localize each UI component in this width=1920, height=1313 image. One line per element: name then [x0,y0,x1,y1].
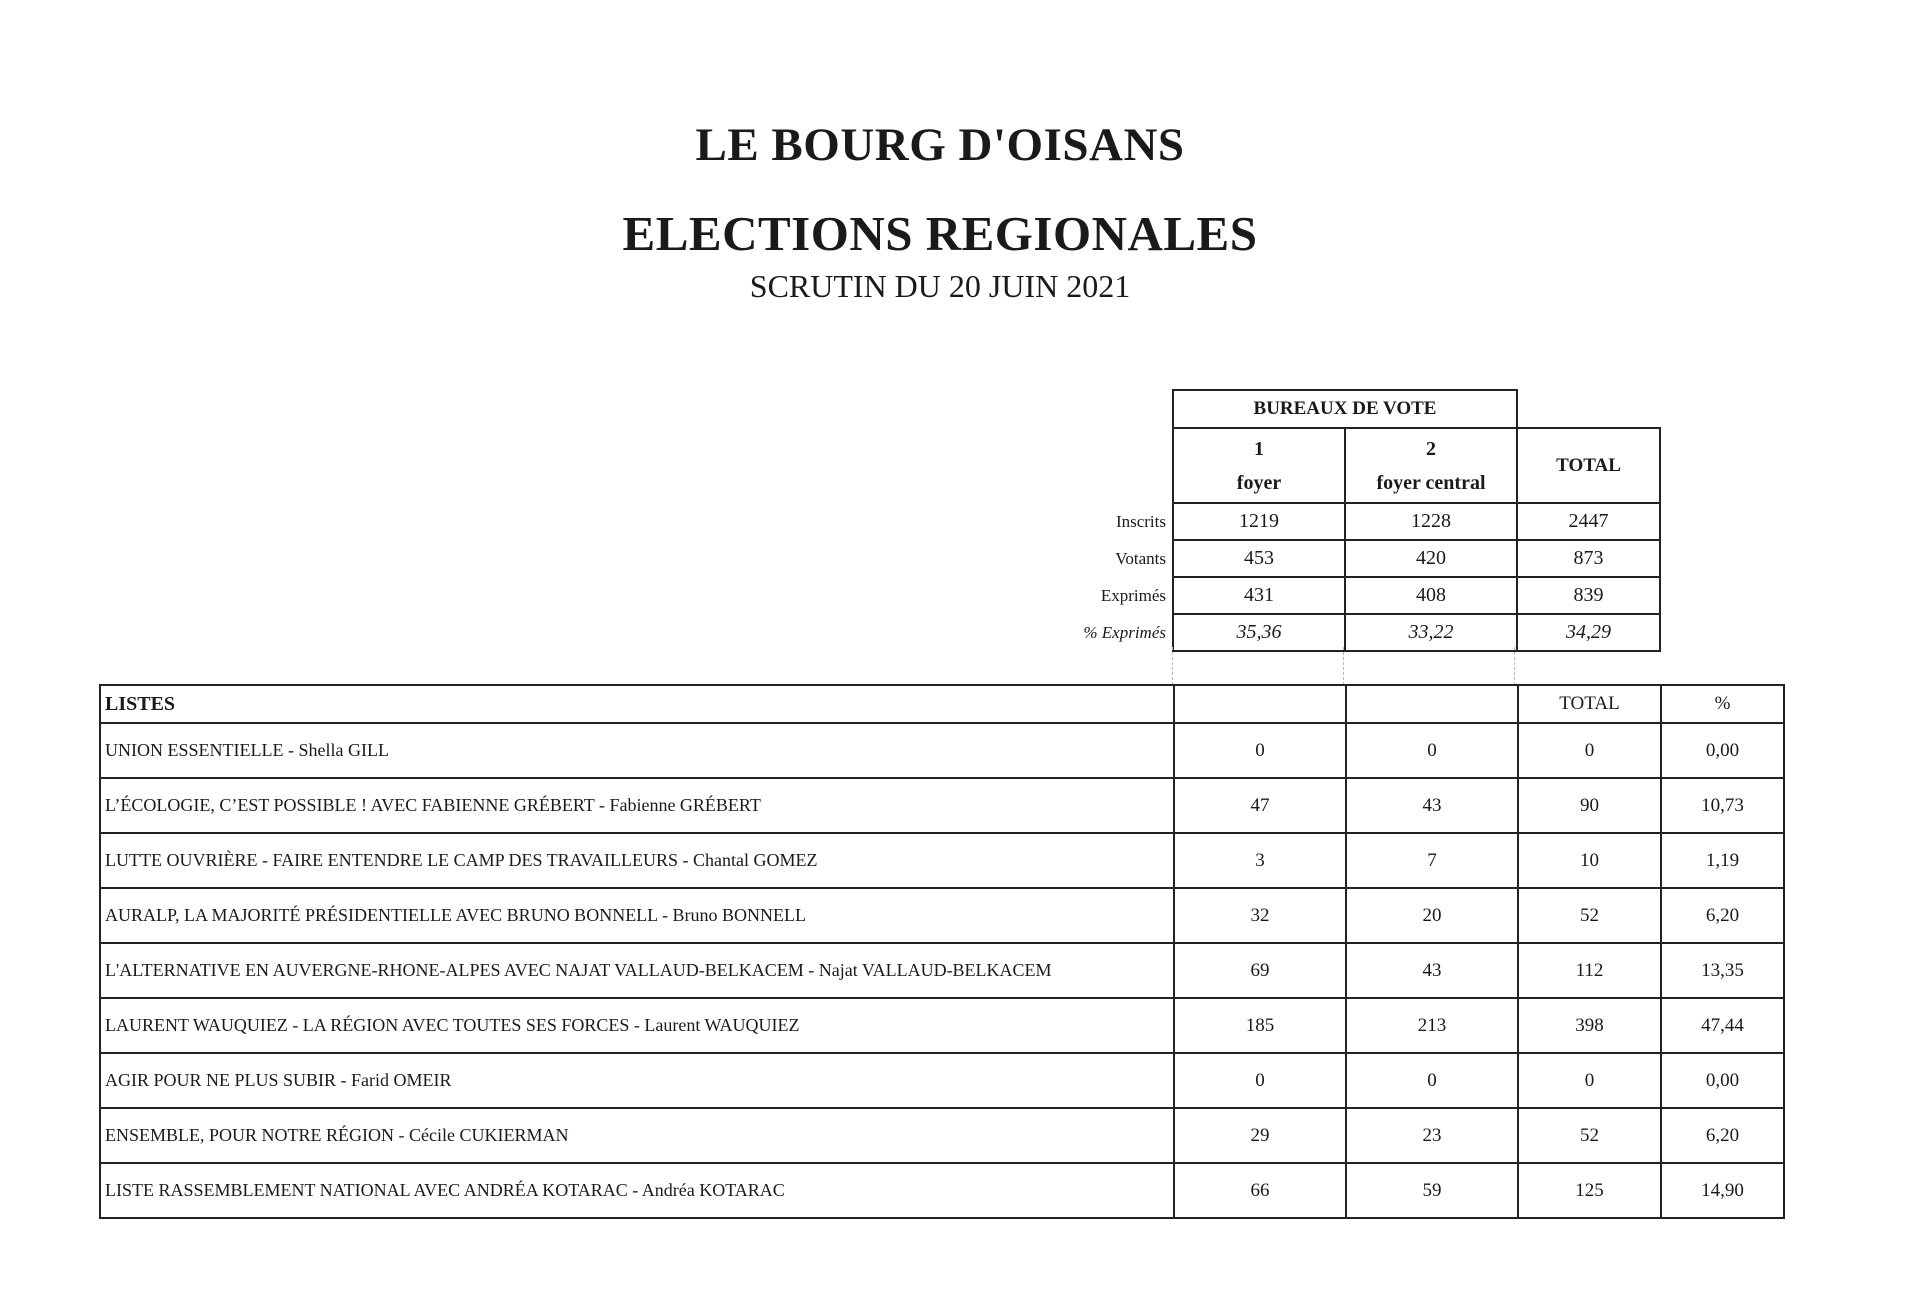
list-name: AURALP, LA MAJORITÉ PRÉSIDENTIELLE AVEC BRUNO BONNELL - Bruno BONNELL [100,888,1174,943]
list-name: L’ÉCOLOGIE, C’EST POSSIBLE ! AVEC FABIENNE GRÉBERT - Fabienne GRÉBERT [100,778,1174,833]
list-total: 112 [1518,943,1661,998]
list-bureau-1: 66 [1174,1163,1346,1218]
list-bureau-2: 0 [1346,1053,1518,1108]
list-bureau-1: 185 [1174,998,1346,1053]
list-name: LISTE RASSEMBLEMENT NATIONAL AVEC ANDRÉA KOTARAC - Andréa KOTARAC [100,1163,1174,1218]
list-row [100,833,1784,888]
guide-line [1343,647,1344,685]
list-bureau-1: 47 [1174,778,1346,833]
votants-total: 873 [1517,540,1660,577]
list-percent: 14,90 [1661,1163,1784,1218]
list-percent: 47,44 [1661,998,1784,1053]
exprimes-total: 839 [1517,577,1660,614]
stats-row-exprimes [1173,577,1660,614]
list-total: 0 [1518,723,1661,778]
guide-line [1514,647,1515,685]
list-bureau-1: 32 [1174,888,1346,943]
stat-label-inscrits: Inscrits [1115,512,1166,531]
bureau-1-name: foyer [1236,471,1282,494]
list-bureau-1: 3 [1174,833,1346,888]
bureau-2-header [1345,428,1517,503]
list-name: ENSEMBLE, POUR NOTRE RÉGION - Cécile CUKIERMAN [100,1108,1174,1163]
list-row [100,1163,1784,1218]
list-bureau-2: 7 [1346,833,1518,888]
list-total: 10 [1518,833,1661,888]
turnout-table [1172,389,1661,652]
list-row [100,943,1784,998]
lists-header-row [100,685,1784,723]
list-total: 0 [1518,1053,1661,1108]
blank-header-1 [1174,685,1346,723]
list-bureau-1: 0 [1174,723,1346,778]
stat-label-pct-exprimes: % Exprimés [1083,623,1166,642]
stat-label-votants: Votants [1115,549,1166,568]
list-row [100,1108,1784,1163]
list-name: LUTTE OUVRIÈRE - FAIRE ENTENDRE LE CAMP DES TRAVAILLEURS - Chantal GOMEZ [100,833,1174,888]
town-title: LE BOURG D'OISANS [695,119,1185,171]
stats-row-pct-exprimes [1173,614,1660,651]
lists-total-header: TOTAL [1518,685,1661,723]
votants-bureau-2: 420 [1345,540,1517,577]
bureau-1-header [1173,428,1345,503]
election-title: ELECTIONS REGIONALES [622,206,1258,261]
list-row [100,1053,1784,1108]
stats-row-inscrits [1173,503,1660,540]
listes-header: LISTES [100,685,1174,723]
list-name: AGIR POUR NE PLUS SUBIR - Farid OMEIR [100,1053,1174,1108]
inscrits-bureau-2: 1228 [1345,503,1517,540]
inscrits-bureau-1: 1219 [1173,503,1345,540]
list-row [100,723,1784,778]
list-percent: 10,73 [1661,778,1784,833]
list-bureau-1: 69 [1174,943,1346,998]
lists-results-table [99,684,1785,1219]
votants-bureau-1: 453 [1173,540,1345,577]
blank-header-2 [1346,685,1518,723]
list-bureau-2: 59 [1346,1163,1518,1218]
exprimes-bureau-2: 408 [1345,577,1517,614]
list-bureau-2: 213 [1346,998,1518,1053]
guide-line [1172,647,1173,685]
bureau-1-number: 1 [1254,437,1264,460]
list-percent: 6,20 [1661,888,1784,943]
list-bureau-2: 0 [1346,723,1518,778]
list-percent: 1,19 [1661,833,1784,888]
list-percent: 13,35 [1661,943,1784,998]
list-total: 52 [1518,1108,1661,1163]
list-bureau-2: 43 [1346,943,1518,998]
bureaux-de-vote-header: BUREAUX DE VOTE [1173,390,1517,428]
list-row [100,888,1784,943]
bureau-2-name: foyer central [1376,471,1486,494]
pct-exprimes-total: 34,29 [1517,614,1660,651]
list-bureau-1: 0 [1174,1053,1346,1108]
list-total: 90 [1518,778,1661,833]
list-bureau-1: 29 [1174,1108,1346,1163]
list-percent: 0,00 [1661,723,1784,778]
list-name: UNION ESSENTIELLE - Shella GILL [100,723,1174,778]
stats-total-header: TOTAL [1517,428,1660,503]
bureau-2-number: 2 [1426,437,1436,460]
list-bureau-2: 43 [1346,778,1518,833]
exprimes-bureau-1: 431 [1173,577,1345,614]
stat-label-exprimes: Exprimés [1100,586,1166,605]
stats-row-votants [1173,540,1660,577]
list-total: 398 [1518,998,1661,1053]
list-bureau-2: 23 [1346,1108,1518,1163]
inscrits-total: 2447 [1517,503,1660,540]
list-percent: 0,00 [1661,1053,1784,1108]
list-name: LAURENT WAUQUIEZ - LA RÉGION AVEC TOUTES SES FORCES - Laurent WAUQUIEZ [100,998,1174,1053]
pct-exprimes-bureau-1: 35,36 [1173,614,1345,651]
list-row [100,778,1784,833]
scrutin-subtitle: SCRUTIN DU 20 JUIN 2021 [749,268,1131,304]
lists-percent-header: % [1661,685,1784,723]
list-bureau-2: 20 [1346,888,1518,943]
list-percent: 6,20 [1661,1108,1784,1163]
pct-exprimes-bureau-2: 33,22 [1345,614,1517,651]
list-total: 52 [1518,888,1661,943]
list-total: 125 [1518,1163,1661,1218]
list-name: L'ALTERNATIVE EN AUVERGNE-RHONE-ALPES AVEC NAJAT VALLAUD-BELKACEM - Najat VALLAUD-BELKACEM [100,943,1174,998]
list-row [100,998,1784,1053]
